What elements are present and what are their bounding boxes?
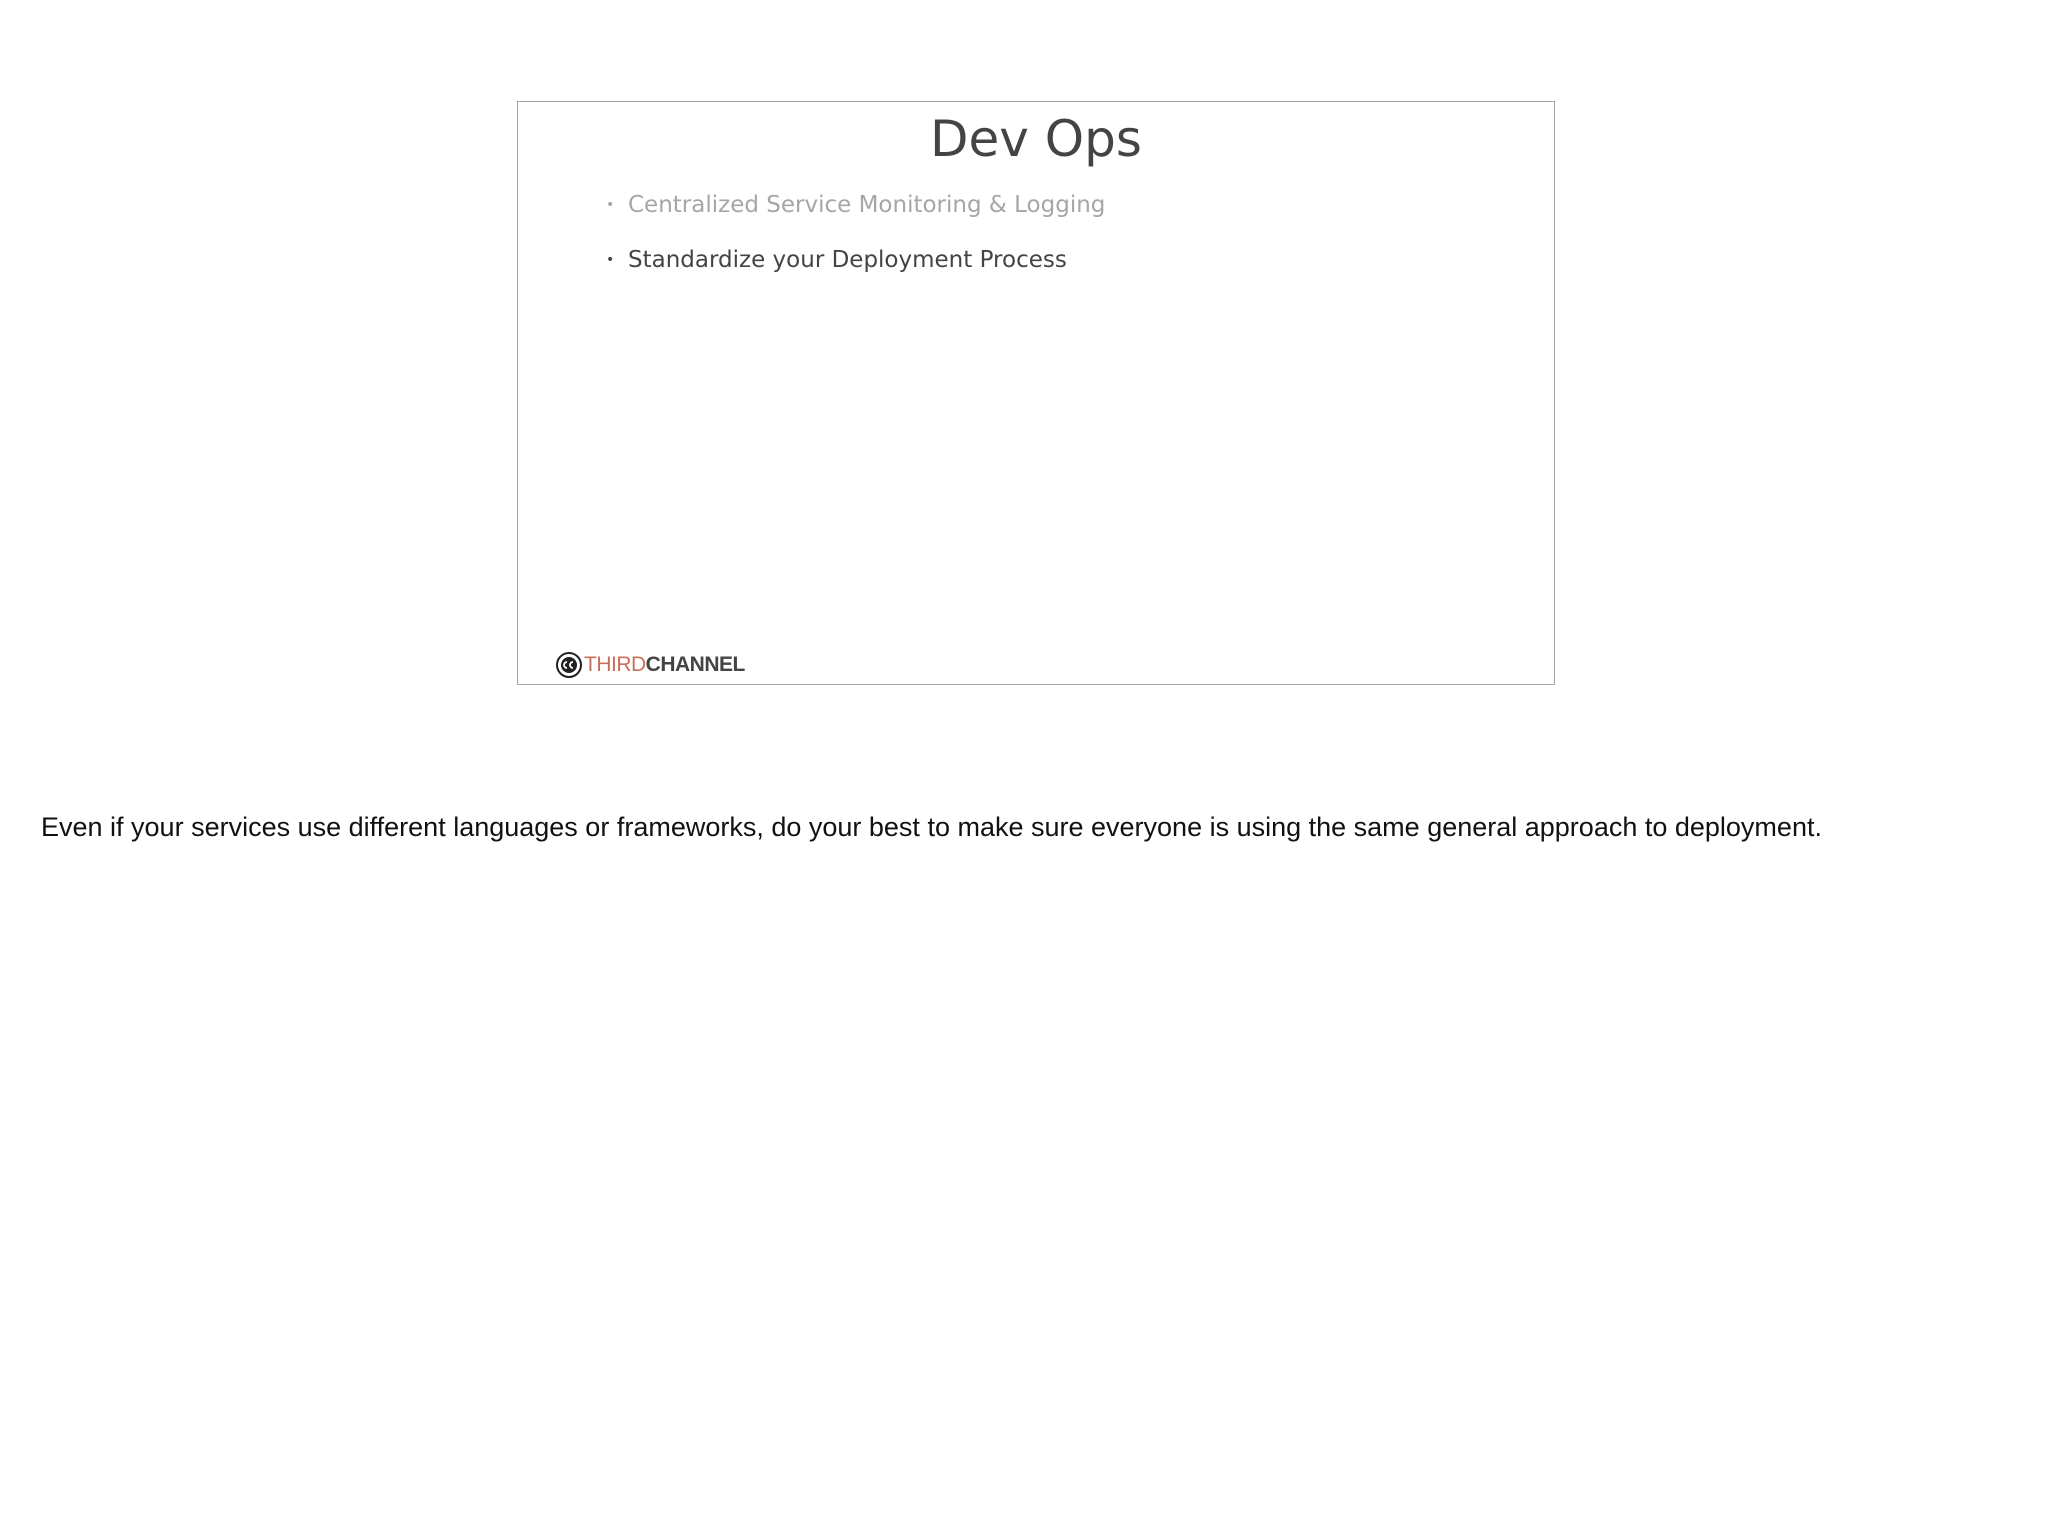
bullet-item	[606, 241, 1105, 296]
bullet-text: Standardize your Deployment Process	[628, 247, 1067, 273]
bullet-list	[606, 186, 1105, 296]
presenter-notes: Even if your services use different languages or frameworks, do your best to make sure everyone is using the same general approach to deployment.	[41, 812, 1822, 842]
bullet-dot-icon: •	[606, 197, 615, 213]
logo-text-channel: CHANNEL	[645, 653, 745, 676]
slide-title: Dev Ops	[930, 110, 1142, 168]
third-channel-logo-icon	[556, 652, 582, 678]
third-channel-logo	[556, 651, 745, 679]
bullet-item	[606, 186, 1105, 241]
bullet-text: Centralized Service Monitoring & Logging	[628, 192, 1106, 218]
logo-text-third: THIRD	[584, 653, 646, 676]
bullet-dot-icon: •	[606, 252, 615, 268]
slide-preview	[517, 101, 1555, 685]
